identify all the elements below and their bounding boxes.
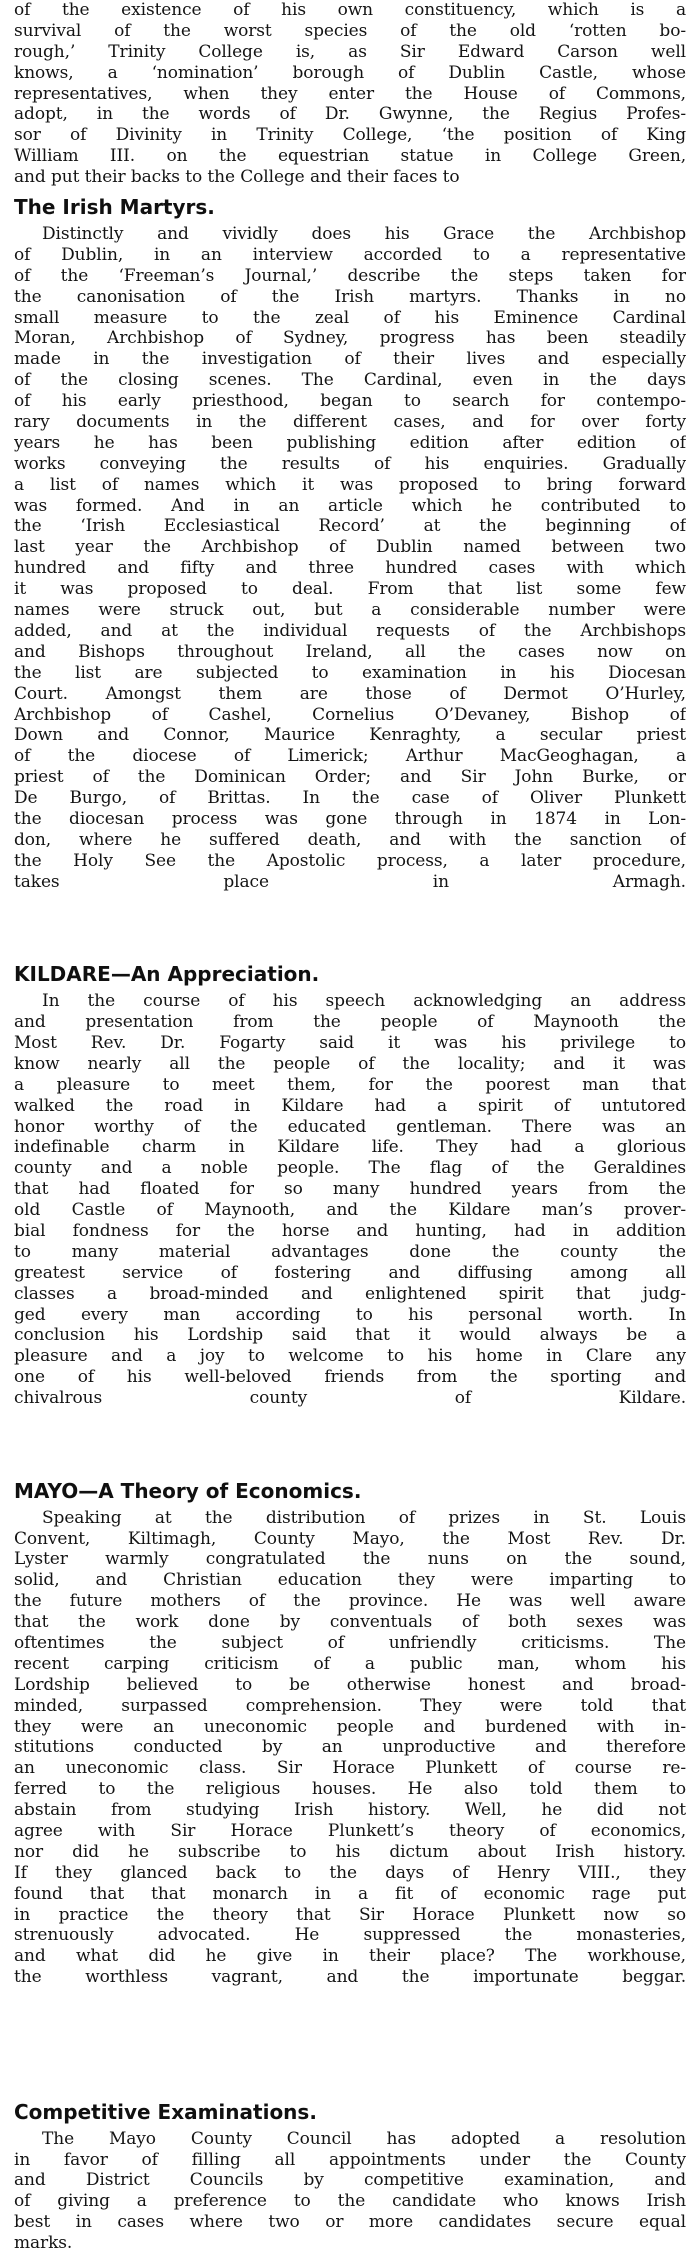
text-line: Lyster warmly congratulated the nuns on the sound, — [14, 1549, 686, 1570]
text-line: Speaking at the distribution of prizes in St. Louis — [42, 1507, 686, 1528]
text-line — [14, 2009, 686, 2030]
text-line: representatives, when they enter the House of Commons, — [14, 83, 686, 104]
text-line: William III. on the equestrian statue in College Green, — [14, 146, 686, 167]
text-line: the diocesan process was gone through in 1874 in Lon- — [14, 808, 686, 829]
text-line: takes place in Armagh. — [14, 871, 686, 892]
text-line: a list of names which it was proposed to bring forward — [14, 474, 686, 495]
text-line: honor worthy of the educated gentleman. There was an — [14, 1116, 686, 1137]
text-line: minded, surpassed comprehension. They were told that — [14, 1695, 686, 1716]
text-line: don, where he suffered death, and with the sanction of — [14, 829, 686, 850]
text-line: the list are subjected to examination in his Diocesan — [14, 662, 686, 683]
text-line: made in the investigation of their lives and especially — [14, 349, 686, 370]
text-line: adopt, in the words of Dr. Gwynne, the Regius Profes- — [14, 104, 686, 125]
text-line: bial fondness for the horse and hunting, had in addition — [14, 1220, 686, 1241]
text-line: survival of the worst species of the old ‘rotten bo- — [14, 20, 686, 41]
section-body-mayo — [14, 1508, 686, 2093]
text-line: added, and at the individual requests of the Archbishops — [14, 620, 686, 641]
text-line: and what did he give in their place? The workhouse, — [14, 1946, 686, 1967]
text-line: old Castle of Maynooth, and the Kildare man’s prover- — [14, 1200, 686, 1221]
text-line: to many material advantages done the county the — [14, 1241, 686, 1262]
text-line: greatest service of fostering and diffusing among all — [14, 1262, 686, 1283]
text-line: county and a noble people. The flag of the Geraldines — [14, 1158, 686, 1179]
text-line: indefinable charm in Kildare life. They had a glorious — [14, 1137, 686, 1158]
text-line: sor of Divinity in Trinity College, ‘the position of King — [14, 125, 686, 146]
text-line — [14, 1430, 686, 1451]
text-line: solid, and Christian education they were imparting to — [14, 1570, 686, 1591]
text-line: that had floated for so many hundred years from the — [14, 1179, 686, 1200]
text-line: Moran, Archbishop of Sydney, progress has been steadily — [14, 328, 686, 349]
text-line: best in cases where two or more candidates secure equal — [14, 2212, 686, 2233]
text-line: was formed. And in an article which he contributed to — [14, 495, 686, 516]
text-line — [14, 1988, 686, 2009]
text-line: stitutions conducted by an unproductive and therefore — [14, 1737, 686, 1758]
text-line — [14, 2030, 686, 2051]
text-line: the future mothers of the province. He was well aware — [14, 1591, 686, 1612]
text-line: in favor of filling all appointments under the County — [14, 2149, 686, 2170]
text-line — [14, 913, 686, 934]
text-line: an uneconomic class. Sir Horace Plunkett of course re- — [14, 1758, 686, 1779]
text-line: found that that monarch in a fit of economic rage put — [14, 1883, 686, 1904]
text-line — [14, 1409, 686, 1430]
text-line — [14, 893, 686, 914]
text-line: know nearly all the people of the locality; and it was — [14, 1053, 686, 1074]
text-line: Most Rev. Dr. Fogarty said it was his privilege to — [14, 1032, 686, 1053]
text-line: priest of the Dominican Order; and Sir John Burke, or — [14, 767, 686, 788]
text-line: De Burgo, of Brittas. In the case of Oliver Plunkett — [14, 788, 686, 809]
text-line: of the ‘Freeman’s Journal,’ describe the steps taken for — [14, 265, 686, 286]
text-line: walked the road in Kildare had a spirit of untutored — [14, 1095, 686, 1116]
section-heading-kildare: KILDARE—An Appreciation. — [14, 962, 320, 987]
text-line: the canonisation of the Irish martyrs. Thanks in no — [14, 286, 686, 307]
text-line: chivalrous county of Kildare. — [14, 1388, 686, 1409]
section-body-irish-martyrs — [14, 224, 686, 955]
text-line — [14, 2051, 686, 2072]
text-line: works conveying the results of his enquiries. Gradually — [14, 453, 686, 474]
text-line: ged every man according to his personal worth. In — [14, 1304, 686, 1325]
text-line: of the closing scenes. The Cardinal, even in the days — [14, 370, 686, 391]
text-line: Archbishop of Cashel, Cornelius O’Devaney, Bishop of — [14, 704, 686, 725]
text-line: In the course of his speech acknowledging an address — [42, 991, 686, 1012]
text-line: hundred and fifty and three hundred cases with which — [14, 558, 686, 579]
text-line: the ‘Irish Ecclesiastical Record’ at the beginning of — [14, 516, 686, 537]
text-line: it was proposed to deal. From that list some few — [14, 579, 686, 600]
section-body-competitive-examinations — [14, 2129, 686, 2254]
text-line: pleasure and a joy to welcome to his home in Clare any — [14, 1346, 686, 1367]
text-line: small measure to the zeal of his Eminence Cardinal — [14, 307, 686, 328]
text-line: Convent, Kiltimagh, County Mayo, the Most Rev. Dr. — [14, 1528, 686, 1549]
text-line: knows, a ‘nomination’ borough of Dublin Castle, whose — [14, 62, 686, 83]
text-line: years he has been publishing edition after edition of — [14, 432, 686, 453]
text-line: conclusion his Lordship said that it would always be a — [14, 1325, 686, 1346]
text-line: Court. Amongst them are those of Dermot O’Hurley, — [14, 683, 686, 704]
text-line: The Mayo County Council has adopted a resolution — [42, 2128, 686, 2149]
text-line: of Dublin, in an interview accorded to a representative — [14, 244, 686, 265]
text-line: rough,’ Trinity College is, as Sir Edward Carson well — [14, 41, 686, 62]
text-line: the Holy See the Apostolic process, a later procedure, — [14, 850, 686, 871]
text-line: Distinctly and vividly does his Grace the Archbishop — [42, 224, 686, 245]
text-line: one of his well-beloved friends from the sporting and — [14, 1367, 686, 1388]
text-line: of the diocese of Limerick; Arthur MacGeoghagan, a — [14, 746, 686, 767]
text-line: they were an uneconomic people and burdened with in- — [14, 1716, 686, 1737]
text-line: and District Councils by competitive examination, and — [14, 2170, 686, 2191]
section-body-kildare — [14, 991, 686, 1471]
text-line: agree with Sir Horace Plunkett’s theory of economics, — [14, 1821, 686, 1842]
section-heading-mayo: MAYO—A Theory of Economics. — [14, 1478, 362, 1503]
text-line: that the work done by conventuals of both sexes was — [14, 1612, 686, 1633]
section-heading-competitive-examinations: Competitive Examinations. — [14, 2099, 317, 2124]
text-line — [14, 934, 686, 955]
text-line: last year the Archbishop of Dublin named between two — [14, 537, 686, 558]
text-line: rary documents in the different cases, and for over forty — [14, 412, 686, 433]
text-line: classes a broad-minded and enlightened spirit that judg- — [14, 1283, 686, 1304]
text-line: and presentation from the people of Maynooth the — [14, 1012, 686, 1033]
text-line: a pleasure to meet them, for the poorest man that — [14, 1074, 686, 1095]
section-heading-irish-martyrs: The Irish Martyrs. — [14, 195, 215, 220]
text-line: nor did he subscribe to his dictum about Irish history. — [14, 1841, 686, 1862]
text-line: If they glanced back to the days of Henry VIII., they — [14, 1862, 686, 1883]
text-line: and Bishops throughout Ireland, all the cases now on — [14, 641, 686, 662]
text-line: the worthless vagrant, and the importunate beggar. — [14, 1967, 686, 1988]
text-line: abstain from studying Irish history. Well, he did not — [14, 1800, 686, 1821]
text-line: ferred to the religious houses. He also told them to — [14, 1779, 686, 1800]
text-line: Lordship believed to be otherwise honest and broad- — [14, 1674, 686, 1695]
text-line: of the existence of his own constituency, which is a — [14, 0, 686, 20]
text-line: of his early priesthood, began to search for contempo- — [14, 391, 686, 412]
text-line: names were struck out, but a considerable number were — [14, 600, 686, 621]
text-line: recent carping criticism of a public man, whom his — [14, 1653, 686, 1674]
text-line: and put their backs to the College and their faces to — [14, 167, 460, 188]
text-line: in practice the theory that Sir Horace Plunkett now so — [14, 1904, 686, 1925]
intro-paragraph — [14, 0, 686, 188]
text-line: marks. — [14, 2233, 73, 2254]
text-line: oftentimes the subject of unfriendly criticisms. The — [14, 1633, 686, 1654]
text-line: Down and Connor, Maurice Kenraghty, a secular priest — [14, 725, 686, 746]
text-line — [14, 2072, 686, 2093]
text-line: of giving a preference to the candidate who knows Irish — [14, 2191, 686, 2212]
text-line: strenuously advocated. He suppressed the monasteries, — [14, 1925, 686, 1946]
text-line — [14, 1451, 686, 1472]
